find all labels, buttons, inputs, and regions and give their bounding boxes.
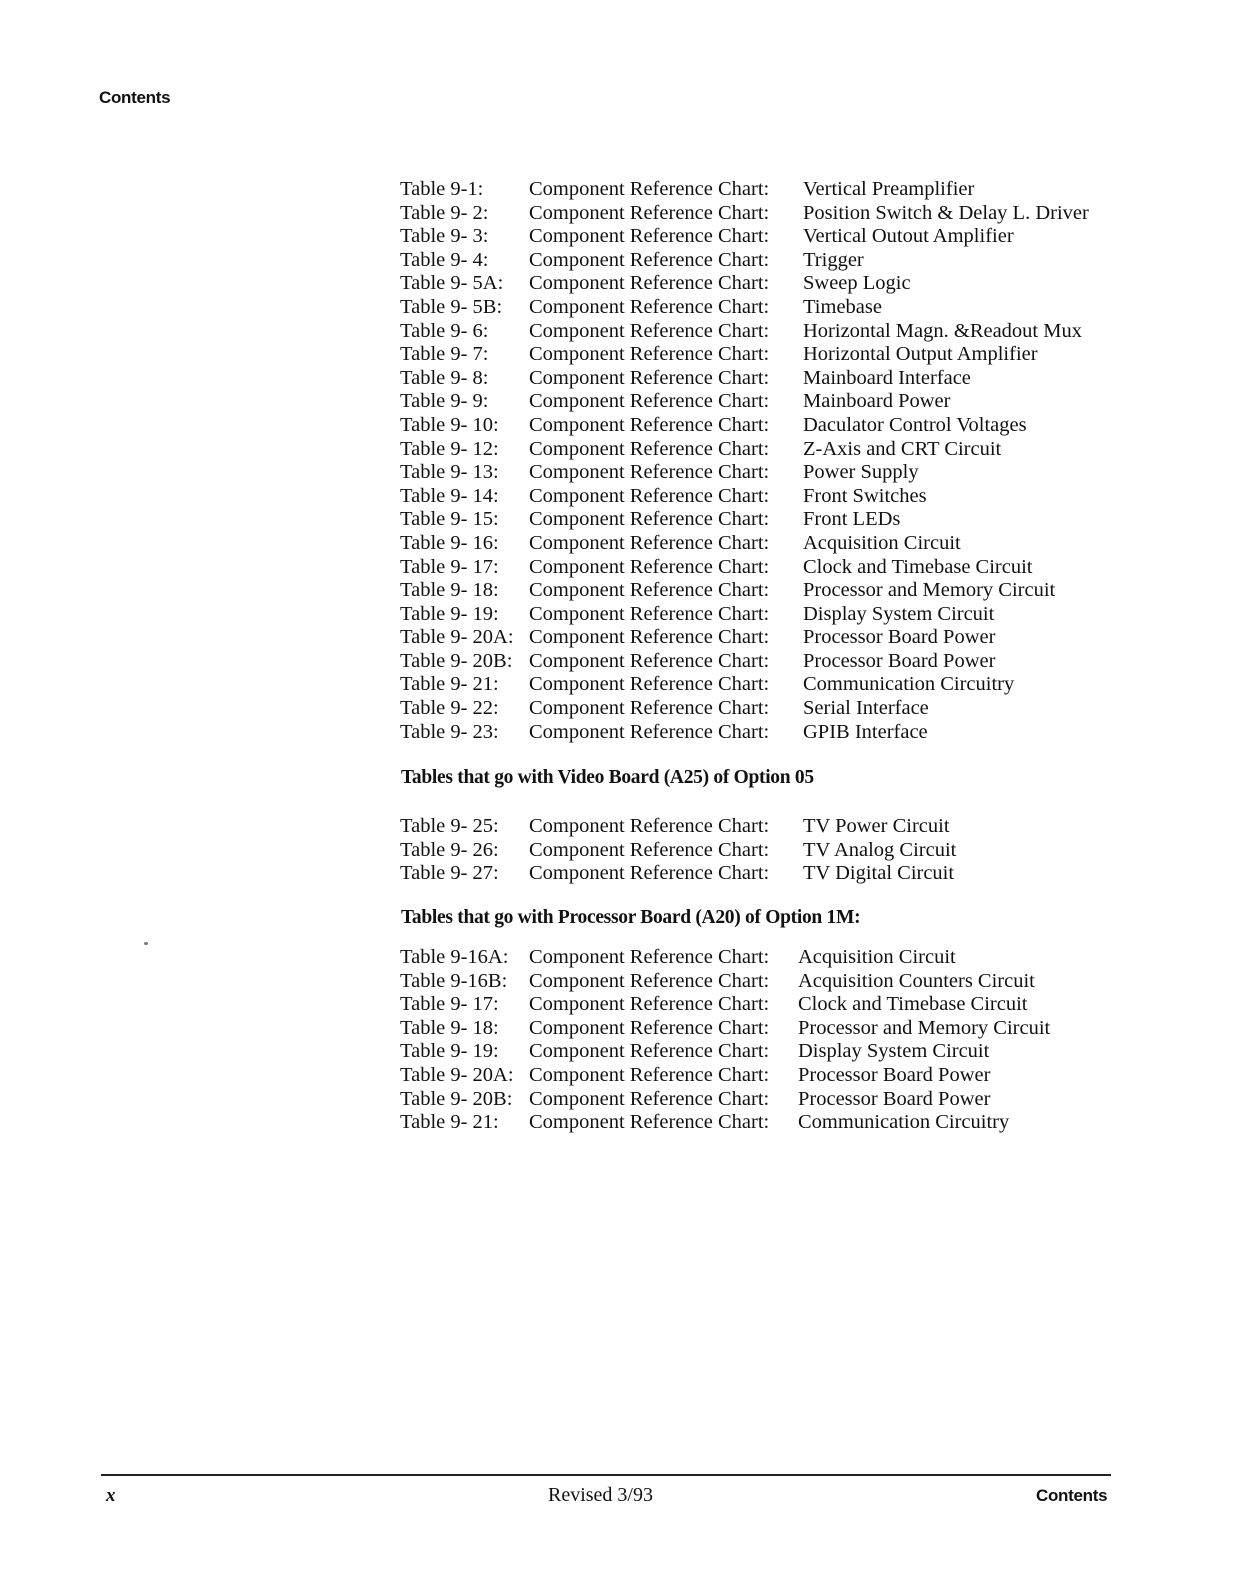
toc-entry bbox=[400, 1111, 1140, 1135]
toc-entry bbox=[400, 993, 1140, 1017]
table-title: Processor Board Power bbox=[798, 1063, 991, 1086]
toc-entry bbox=[400, 579, 1140, 603]
toc-entry bbox=[400, 414, 1140, 438]
table-number: Table 9- 7: bbox=[400, 343, 489, 366]
toc-entry bbox=[400, 970, 1140, 994]
toc-entry bbox=[400, 367, 1140, 391]
table-number: Table 9- 25: bbox=[400, 815, 499, 837]
table-number: Table 9- 17: bbox=[400, 555, 499, 578]
toc-entry bbox=[400, 815, 1140, 839]
table-title: Processor and Memory Circuit bbox=[798, 1016, 1051, 1039]
table-number: Table 9- 10: bbox=[400, 413, 499, 436]
toc-entry bbox=[400, 1064, 1140, 1088]
chart-label: Component Reference Chart: bbox=[529, 461, 770, 484]
table-title: Display System Circuit bbox=[803, 602, 995, 625]
table-number: Table 9- 14: bbox=[400, 484, 499, 507]
table-number: Table 9- 5B: bbox=[400, 295, 503, 318]
table-number: Table 9- 19: bbox=[400, 602, 499, 625]
chart-label: Component Reference Chart: bbox=[529, 969, 770, 992]
table-title: Communication Circuitry bbox=[803, 673, 1015, 696]
processor-section-heading: Tables that go with Processor Board (A20) of Option 1M: bbox=[401, 907, 861, 928]
table-title: Horizontal Magn. &Readout Mux bbox=[803, 319, 1082, 342]
toc-entry bbox=[400, 249, 1140, 273]
toc-entry bbox=[400, 1088, 1140, 1112]
chart-label: Component Reference Chart: bbox=[529, 862, 770, 885]
toc-entry bbox=[400, 862, 1140, 886]
toc-entry bbox=[400, 485, 1140, 509]
toc-entry bbox=[400, 697, 1140, 721]
table-number: Table 9-16A: bbox=[400, 946, 509, 968]
chart-label: Component Reference Chart: bbox=[529, 413, 770, 436]
toc-entry bbox=[400, 839, 1140, 863]
table-title: Processor Board Power bbox=[803, 649, 996, 672]
chart-label: Component Reference Chart: bbox=[529, 1040, 770, 1063]
table-title: Power Supply bbox=[803, 461, 919, 484]
table-title: Timebase bbox=[803, 295, 882, 318]
toc-entry bbox=[400, 721, 1140, 745]
table-number: Table 9- 21: bbox=[400, 673, 499, 696]
toc-entry bbox=[400, 946, 1140, 970]
table-title: Display System Circuit bbox=[798, 1040, 990, 1063]
chart-label: Component Reference Chart: bbox=[529, 946, 770, 968]
toc-entry bbox=[400, 343, 1140, 367]
table-title: Processor Board Power bbox=[798, 1087, 991, 1110]
table-number: Table 9- 2: bbox=[400, 201, 489, 224]
table-title: Front Switches bbox=[803, 484, 927, 507]
table-title: Z-Axis and CRT Circuit bbox=[803, 437, 1002, 460]
table-number: Table 9- 5A: bbox=[400, 272, 504, 295]
toc-entry bbox=[400, 1040, 1140, 1064]
table-number: Table 9- 26: bbox=[400, 838, 499, 861]
table-title: Trigger bbox=[803, 248, 864, 271]
table-title: TV Power Circuit bbox=[803, 815, 950, 837]
chart-label: Component Reference Chart: bbox=[529, 295, 770, 318]
table-title: Sweep Logic bbox=[803, 272, 911, 295]
table-title: Serial Interface bbox=[803, 697, 929, 720]
chart-label: Component Reference Chart: bbox=[529, 508, 770, 531]
toc-entry bbox=[400, 673, 1140, 697]
table-number: Table 9- 15: bbox=[400, 508, 499, 531]
table-title: TV Digital Circuit bbox=[803, 862, 955, 885]
chart-label: Component Reference Chart: bbox=[529, 531, 770, 554]
footer-revision: Revised 3/93 bbox=[548, 1484, 653, 1506]
table-number: Table 9- 19: bbox=[400, 1040, 499, 1063]
footer-page-number: x bbox=[106, 1485, 116, 1506]
table-number: Table 9- 23: bbox=[400, 720, 499, 743]
table-title: Clock and Timebase Circuit bbox=[798, 993, 1028, 1016]
table-title: TV Analog Circuit bbox=[803, 838, 957, 861]
table-number: Table 9- 16: bbox=[400, 531, 499, 554]
main-tables-list bbox=[400, 178, 1140, 744]
table-number: Table 9- 20A: bbox=[400, 626, 514, 649]
table-title: Daculator Control Voltages bbox=[803, 413, 1027, 436]
video-tables-list bbox=[400, 815, 1140, 886]
chart-label: Component Reference Chart: bbox=[529, 366, 770, 389]
table-title: Acquisition Circuit bbox=[803, 531, 961, 554]
table-title: Mainboard Interface bbox=[803, 366, 971, 389]
chart-label: Component Reference Chart: bbox=[529, 248, 770, 271]
chart-label: Component Reference Chart: bbox=[529, 390, 770, 413]
chart-label: Component Reference Chart: bbox=[529, 993, 770, 1016]
chart-label: Component Reference Chart: bbox=[529, 838, 770, 861]
footer-section-title: Contents bbox=[1036, 1486, 1108, 1505]
toc-entry bbox=[400, 202, 1140, 226]
table-title: GPIB Interface bbox=[803, 720, 928, 743]
table-number: Table 9- 21: bbox=[400, 1111, 499, 1134]
chart-label: Component Reference Chart: bbox=[529, 272, 770, 295]
toc-entry bbox=[400, 225, 1140, 249]
table-title: Front LEDs bbox=[803, 508, 901, 531]
table-number: Table 9- 3: bbox=[400, 225, 489, 248]
table-number: Table 9- 18: bbox=[400, 579, 499, 602]
table-title: Horizontal Output Amplifier bbox=[803, 343, 1038, 366]
page-header-title: Contents bbox=[99, 88, 171, 107]
table-number: Table 9- 12: bbox=[400, 437, 499, 460]
toc-entry bbox=[400, 1017, 1140, 1041]
table-title: Acquisition Circuit bbox=[798, 946, 956, 968]
toc-entry bbox=[400, 296, 1140, 320]
toc-entry bbox=[400, 626, 1140, 650]
table-number: Table 9- 20B: bbox=[400, 649, 513, 672]
table-number: Table 9- 9: bbox=[400, 390, 489, 413]
table-number: Table 9- 20B: bbox=[400, 1087, 513, 1110]
table-title: Position Switch & Delay L. Driver bbox=[803, 201, 1089, 224]
table-title: Clock and Timebase Circuit bbox=[803, 555, 1033, 578]
chart-label: Component Reference Chart: bbox=[529, 1087, 770, 1110]
table-number: Table 9- 18: bbox=[400, 1016, 499, 1039]
toc-entry bbox=[400, 650, 1140, 674]
table-number: Table 9- 22: bbox=[400, 697, 499, 720]
chart-label: Component Reference Chart: bbox=[529, 697, 770, 720]
toc-entry bbox=[400, 390, 1140, 414]
toc-entry bbox=[400, 556, 1140, 580]
toc-entry bbox=[400, 178, 1140, 202]
chart-label: Component Reference Chart: bbox=[529, 626, 770, 649]
table-number: Table 9- 6: bbox=[400, 319, 489, 342]
chart-label: Component Reference Chart: bbox=[529, 602, 770, 625]
table-title: Vertical Preamplifier bbox=[803, 178, 975, 200]
chart-label: Component Reference Chart: bbox=[529, 437, 770, 460]
chart-label: Component Reference Chart: bbox=[529, 1111, 770, 1134]
table-title: Processor and Memory Circuit bbox=[803, 579, 1056, 602]
chart-label: Component Reference Chart: bbox=[529, 649, 770, 672]
toc-entry bbox=[400, 461, 1140, 485]
table-number: Table 9- 8: bbox=[400, 366, 489, 389]
toc-entry bbox=[400, 603, 1140, 627]
chart-label: Component Reference Chart: bbox=[529, 555, 770, 578]
table-number: Table 9- 4: bbox=[400, 248, 489, 271]
chart-label: Component Reference Chart: bbox=[529, 815, 770, 837]
chart-label: Component Reference Chart: bbox=[529, 178, 770, 200]
chart-label: Component Reference Chart: bbox=[529, 1016, 770, 1039]
video-section-heading: Tables that go with Video Board (A25) of Option 05 bbox=[401, 767, 814, 788]
chart-label: Component Reference Chart: bbox=[529, 225, 770, 248]
chart-label: Component Reference Chart: bbox=[529, 343, 770, 366]
chart-label: Component Reference Chart: bbox=[529, 673, 770, 696]
chart-label: Component Reference Chart: bbox=[529, 720, 770, 743]
toc-entry bbox=[400, 508, 1140, 532]
table-number: Table 9- 17: bbox=[400, 993, 499, 1016]
chart-label: Component Reference Chart: bbox=[529, 1063, 770, 1086]
table-title: Vertical Outout Amplifier bbox=[803, 225, 1014, 248]
table-number: Table 9- 13: bbox=[400, 461, 499, 484]
chart-label: Component Reference Chart: bbox=[529, 201, 770, 224]
table-title: Communication Circuitry bbox=[798, 1111, 1010, 1134]
chart-label: Component Reference Chart: bbox=[529, 319, 770, 342]
scan-speck bbox=[144, 942, 148, 945]
chart-label: Component Reference Chart: bbox=[529, 484, 770, 507]
toc-entry bbox=[400, 438, 1140, 462]
table-title: Mainboard Power bbox=[803, 390, 951, 413]
table-title: Processor Board Power bbox=[803, 626, 996, 649]
toc-entry bbox=[400, 272, 1140, 296]
toc-entry bbox=[400, 532, 1140, 556]
table-number: Table 9-1: bbox=[400, 178, 484, 200]
table-number: Table 9- 20A: bbox=[400, 1063, 514, 1086]
table-title: Acquisition Counters Circuit bbox=[798, 969, 1035, 992]
footer-divider bbox=[101, 1474, 1111, 1476]
chart-label: Component Reference Chart: bbox=[529, 579, 770, 602]
processor-tables-list bbox=[400, 946, 1140, 1135]
toc-entry bbox=[400, 320, 1140, 344]
table-number: Table 9- 27: bbox=[400, 862, 499, 885]
table-number: Table 9-16B: bbox=[400, 969, 508, 992]
